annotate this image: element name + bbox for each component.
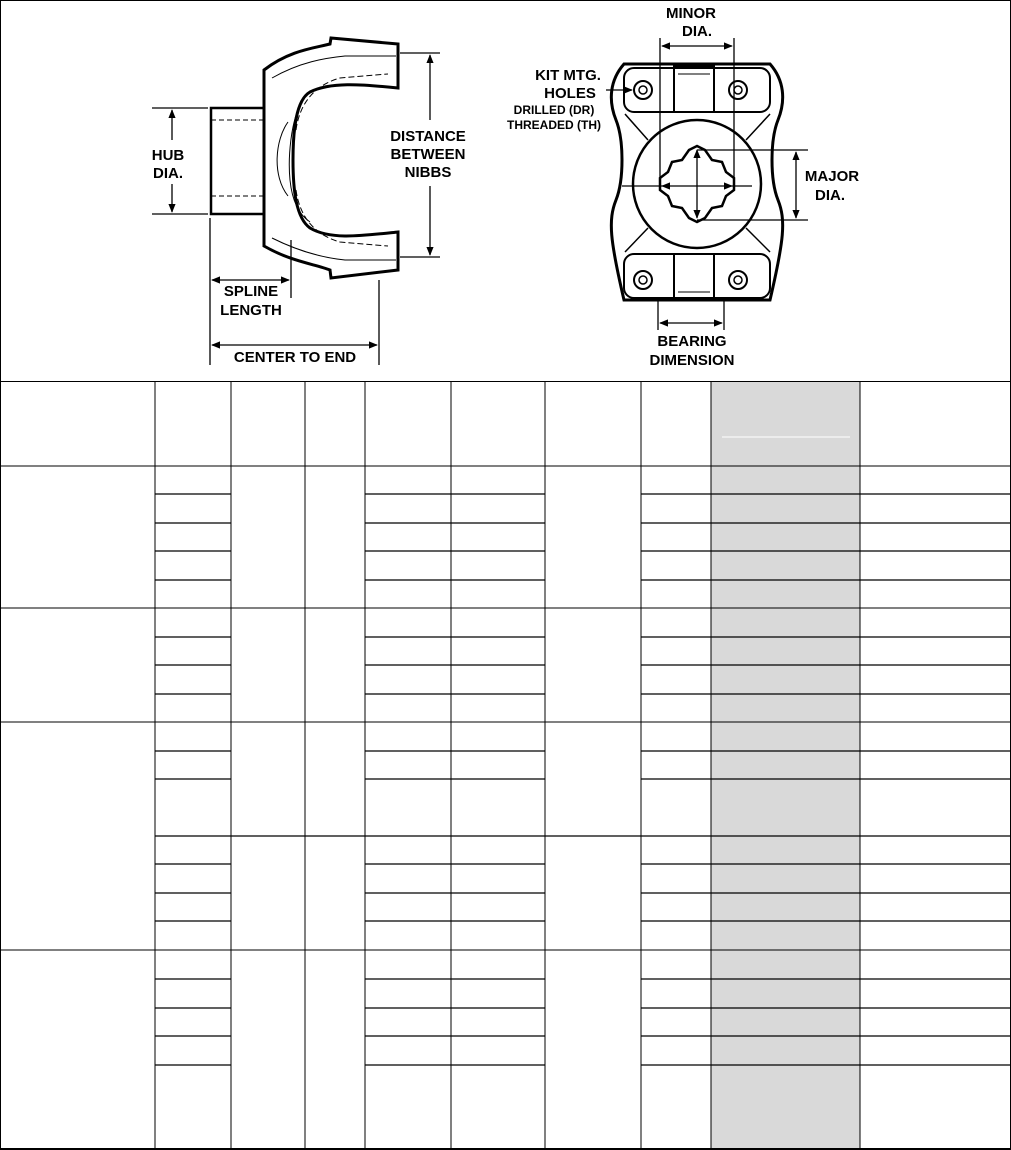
label-center-to-end: CENTER TO END [233,349,357,366]
row-rules [155,494,1011,1065]
label-major-dia-2: DIA. [815,187,845,204]
label-spline-length-1: SPLINE [223,283,279,300]
label-kit-mtg-1: KIT MTG. [535,67,601,84]
yoke-side-view [211,38,398,278]
label-spline-length-2: LENGTH [220,302,282,319]
label-threaded: THREADED (TH) [507,118,601,132]
label-distance-1: DISTANCE [390,128,466,145]
label-major-dia-1: MAJOR [804,168,860,185]
label-bearing-2: DIMENSION [649,352,735,369]
spec-table [0,381,1011,1150]
label-distance-2: BETWEEN [390,146,466,163]
label-minor-dia-1: MINOR [666,5,716,22]
yoke-dimension-drawing [0,0,1011,382]
label-distance-3: NIBBS [404,164,452,181]
label-hub-dia-1: HUB [151,147,185,164]
highlight-column [711,381,860,1150]
label-minor-dia-2: DIA. [682,23,712,40]
label-bearing-1: BEARING [657,333,727,350]
label-hub-dia-2: DIA. [153,165,183,182]
label-drilled: DRILLED (DR) [513,103,595,117]
label-kit-mtg-2: HOLES [544,85,596,102]
